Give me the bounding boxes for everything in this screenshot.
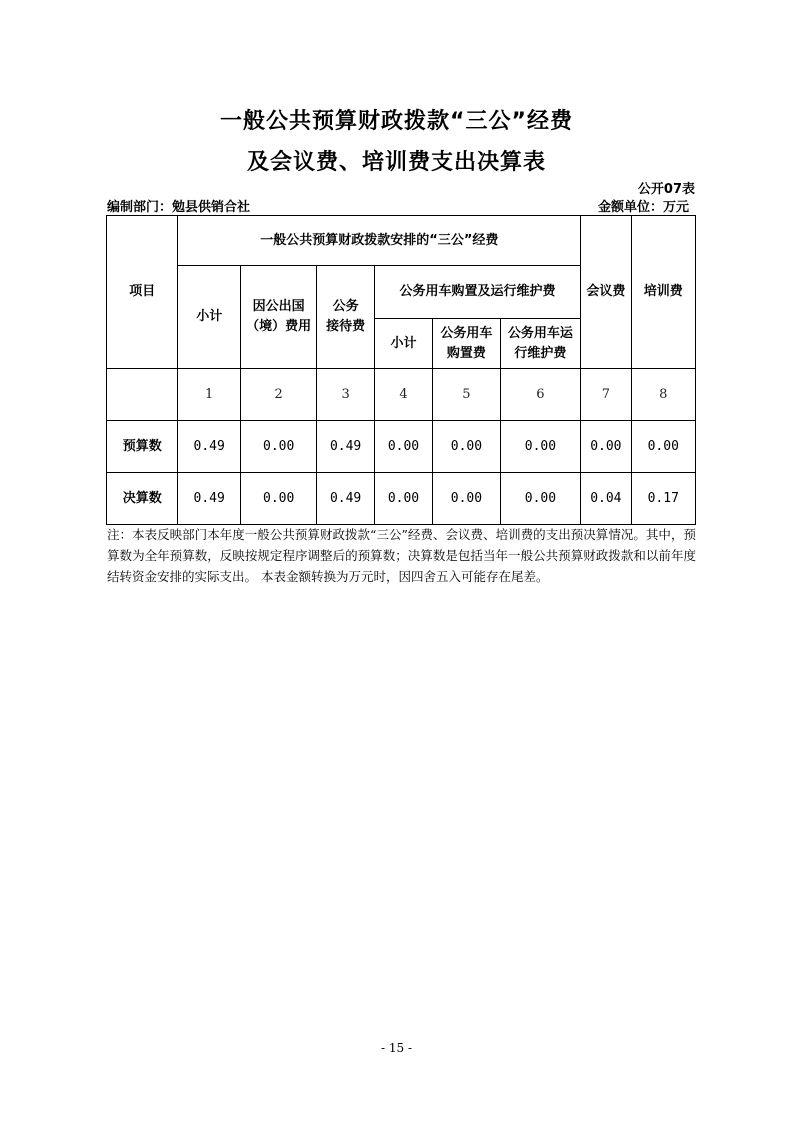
table-cell: 0.04 <box>581 473 631 525</box>
index-cell: 2 <box>240 369 317 421</box>
table-cell: 0.00 <box>581 421 631 473</box>
header-subtotal: 小计 <box>178 266 240 369</box>
header-abroad-line2: （境）费用 <box>246 319 312 334</box>
header-vehicle-purchase-line2: 购置费 <box>446 345 486 361</box>
index-cell: 6 <box>500 369 581 421</box>
header-reception-line1: 公务 <box>332 299 359 314</box>
table-row-budget <box>107 421 696 473</box>
form-code: 公开07表 <box>637 182 695 197</box>
table-cell: 0.00 <box>500 473 581 525</box>
table-cell: 0.49 <box>178 421 240 473</box>
index-row <box>107 369 696 421</box>
table-cell: 0.00 <box>433 473 500 525</box>
header-vehicle-operation-line2: 行维护费 <box>514 345 567 361</box>
table-cell: 0.00 <box>240 421 317 473</box>
table-row-final <box>107 473 696 525</box>
index-cell: 4 <box>374 369 432 421</box>
row-label-final: 决算数 <box>107 473 178 525</box>
header-abroad-line1: 因公出国 <box>252 299 305 314</box>
header-vehicle-purchase-line1: 公务用车 <box>440 325 493 341</box>
footnote: 注：本表反映部门本年度一般公共预算财政拨款“三公”经费、会议费、培训费的支出预决算情况。其中，预算数为全年预算数，反映按规定程序调整后的预算数；决算数是包括当年一般公共预算财政拨款和以前年度结转资金安排的实际支出。 本表金额转换为万元时，因四舍五入可能存在尾差。 <box>107 527 696 584</box>
report-title-line2: 及会议费、培训费支出决算表 <box>246 150 546 175</box>
header-vehicle-operation-line1: 公务用车运 <box>507 325 573 341</box>
index-cell: 8 <box>631 369 695 421</box>
index-cell: 5 <box>433 369 500 421</box>
table-cell: 0.17 <box>631 473 695 525</box>
header-abroad <box>240 266 317 369</box>
report-title-line1: 一般公共预算财政拨款“三公”经费 <box>220 109 573 134</box>
table-cell: 0.49 <box>178 473 240 525</box>
table-cell: 0.49 <box>317 473 374 525</box>
expenditure-table <box>106 215 696 525</box>
department-label: 编制部门：勉县供销合社 <box>107 200 251 215</box>
header-reception-line2: 接待费 <box>326 319 366 334</box>
header-three-public-group: 一般公共预算财政拨款安排的“三公”经费 <box>178 216 581 266</box>
header-vehicle-operation <box>500 319 581 369</box>
header-vehicle-group: 公务用车购置及运行维护费 <box>374 266 580 319</box>
amount-unit-label: 金额单位：万元 <box>597 200 689 215</box>
header-reception <box>317 266 374 369</box>
header-vehicle-purchase <box>433 319 500 369</box>
index-cell: 1 <box>178 369 240 421</box>
header-training: 培训费 <box>631 216 695 369</box>
table-cell: 0.00 <box>240 473 317 525</box>
table-cell: 0.00 <box>433 421 500 473</box>
table-cell: 0.00 <box>631 421 695 473</box>
index-cell: 7 <box>581 369 631 421</box>
page-number: - 15 - <box>380 1041 412 1055</box>
row-label-budget: 预算数 <box>107 421 178 473</box>
index-cell: 3 <box>317 369 374 421</box>
header-meeting: 会议费 <box>581 216 631 369</box>
table-cell: 0.00 <box>500 421 581 473</box>
table-cell: 0.49 <box>317 421 374 473</box>
header-item: 项目 <box>107 216 178 369</box>
header-vehicle-subtotal: 小计 <box>374 319 432 369</box>
index-cell-empty <box>107 369 178 421</box>
table-cell: 0.00 <box>374 473 432 525</box>
table-cell: 0.00 <box>374 421 432 473</box>
